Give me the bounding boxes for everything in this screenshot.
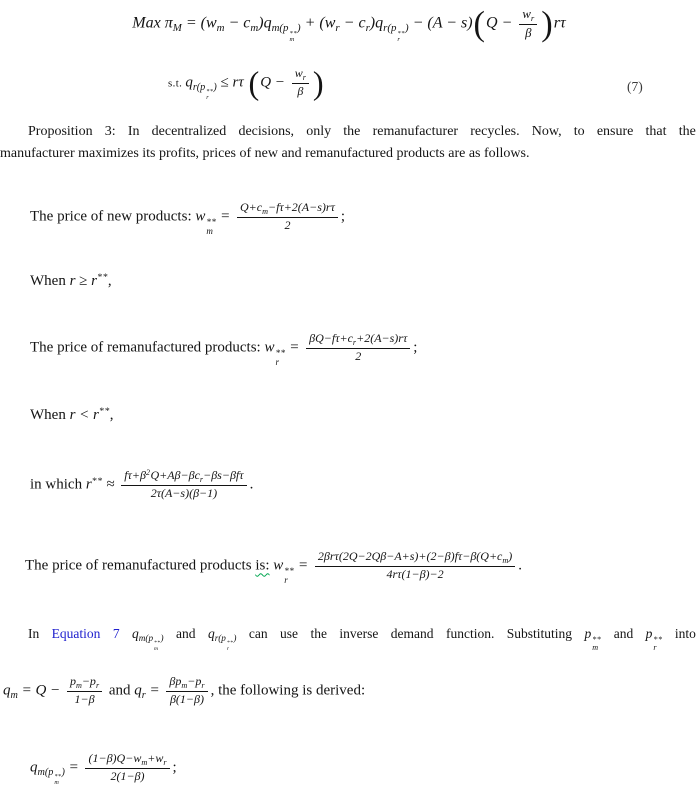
cross-reference-link[interactable]: Equation (51, 626, 101, 641)
r-star-definition-line: in which r** ≈ fτ+β2Q+Aβ−βcr−βs−βfτ 2τ(A−s)(β−1) . (30, 468, 254, 501)
inverse-demand-paragraph: In Equation 7 qm(p ** m ) and qr(p ** r ) can use the inverse demand function. Substituting p ** m and p ** r into (28, 626, 696, 653)
objective-function-equation (0, 6, 698, 44)
proposition-line-1: Proposition 3: In decentralized decisions, only the remanufacturer recycles. Now, to ensure that the (28, 124, 696, 139)
constraint-equation: s.t. qr(p ** r ) ≤ rτ (Q − $\frac{wr}{\beta}$ ) (168, 64, 324, 102)
objective-function-math: Max πM = (wm − cm)qm(p ** m ) + (wr − cr)qr(p ** r ) − (A − s)(Q − $\frac{wr}{\beta}$ )rτ (132, 4, 566, 44)
qm-result-line: qm(p ** m ) = $\frac{(1-\beta)Q-wm+wr}{2(1-\beta)}$ ; (30, 751, 177, 787)
proposition-line-2: manufacturer maximizes its profits, prices of new and remanufactured products are as follows. (0, 146, 530, 162)
when-r-lt-line: When r < r**, (30, 406, 114, 423)
price-new-products-line: The price of new products: w ** m = $\frac{Q+cm-f\tau+2(A-s)r\tau}{2}$ ; (30, 200, 346, 237)
demand-functions-line: qm = Q − $\frac{pm-pr}{1-\beta}$ and qr = βpm−pr β(1−β) , the following is derived: (3, 674, 366, 707)
cross-reference-link[interactable]: 7 (112, 626, 120, 641)
equation-number: (7) (627, 79, 643, 94)
price-remanufactured-line-2: The price of remanufactured products is: w ** r = 2βrτ(2Q−2Qβ−A+s)+(2−β)fτ−β(Q+cm) 4rτ(1−β)−2 . (25, 549, 523, 586)
price-remanufactured-line-1: The price of remanufactured products: w ** r = $\frac{\beta Q-f\tau+cr+2(A-s)r\tau}{2}$ ; (30, 331, 418, 368)
proposition-paragraph (0, 121, 698, 166)
grammar-squiggle-text: is: (255, 557, 270, 574)
when-r-ge-line: When r ≥ r**, (30, 272, 112, 289)
